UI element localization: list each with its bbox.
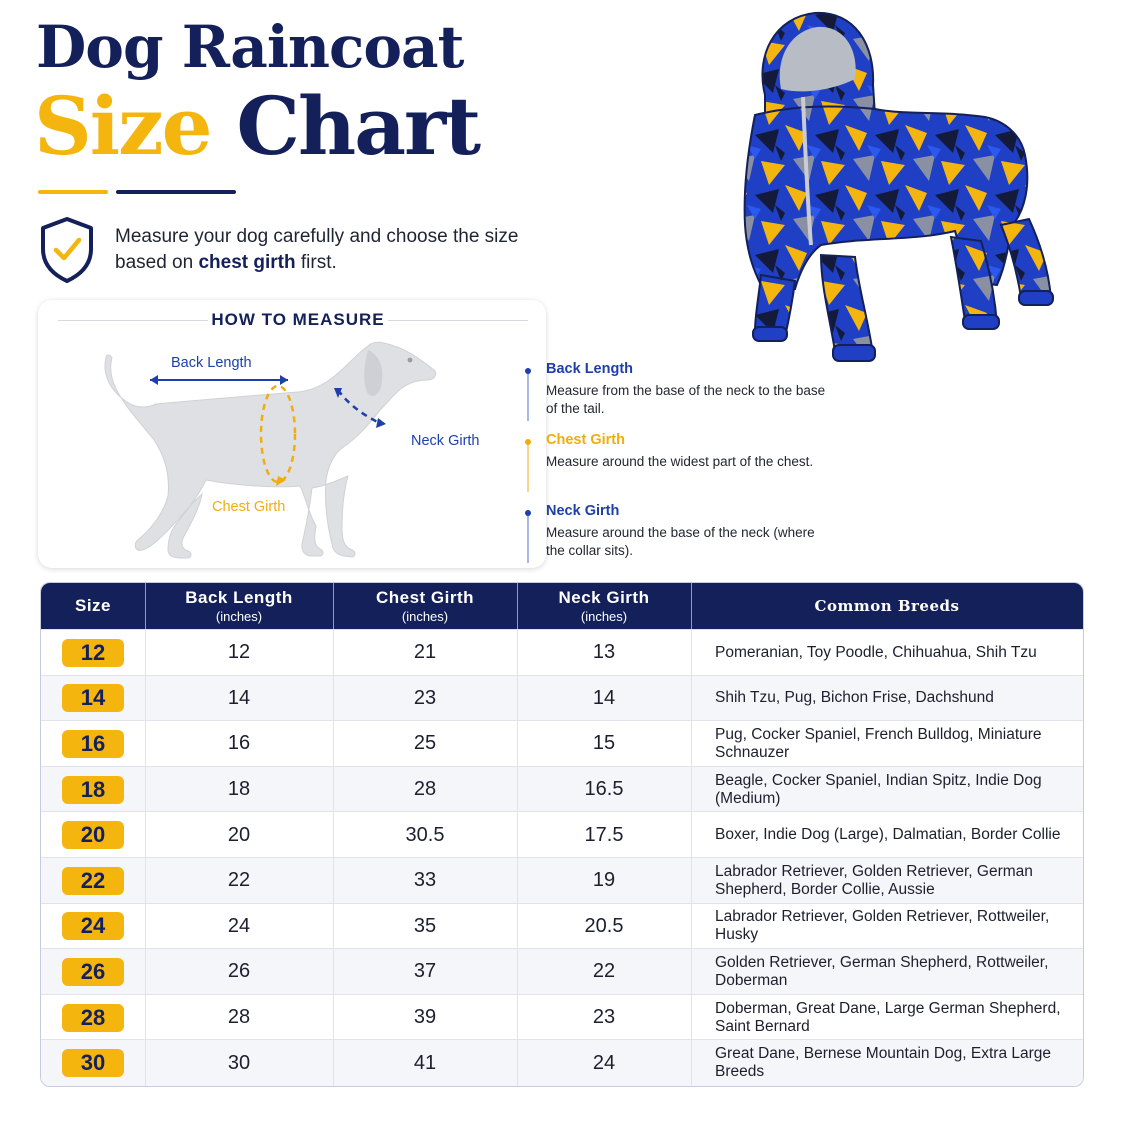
legend-text: Measure around the base of the neck (where the collar sits). (546, 525, 815, 558)
dog-eye (408, 358, 413, 363)
size-badge: 14 (62, 684, 124, 712)
header-label: Size (74, 596, 112, 615)
back-length-label: Back Length (171, 355, 252, 371)
how-to-measure-card (38, 300, 546, 568)
header-back-length (145, 583, 334, 629)
header-chest-girth (333, 583, 518, 629)
table-row (41, 629, 1083, 676)
legend-dot (525, 510, 531, 516)
chest-cell: 35 (333, 904, 518, 950)
header-common-breeds (691, 583, 1083, 629)
header-unit: (inches) (580, 609, 628, 624)
chest-cell: 25 (333, 721, 518, 767)
table-row (41, 1039, 1083, 1086)
chest-cell: 39 (333, 995, 518, 1041)
neck-cell: 23 (517, 995, 692, 1041)
legend-title: Chest Girth (546, 432, 625, 448)
breeds-cell: Shih Tzu, Pug, Bichon Frise, Dachshund (715, 689, 994, 707)
size-cell (41, 812, 146, 858)
size-chart-table (40, 582, 1084, 1087)
size-badge: 26 (62, 958, 124, 986)
neck-cell: 17.5 (517, 812, 692, 858)
size-cell (41, 949, 146, 995)
legend-text: Measure from the base of the neck to the base of the tail. (546, 383, 826, 416)
table-row (41, 994, 1083, 1041)
header-label: Neck Girth (558, 588, 650, 607)
chest-cell: 30.5 (333, 812, 518, 858)
size-badge: 12 (62, 639, 124, 667)
header-label: Back Length (185, 588, 293, 607)
cuff (1019, 291, 1053, 305)
back-cell: 18 (145, 767, 334, 813)
table-row (41, 857, 1083, 904)
breeds-cell: Labrador Retriever, Golden Retriever, Rottweiler, Husky (715, 908, 1050, 944)
neck-cell: 14 (517, 676, 692, 722)
table-row (41, 675, 1083, 722)
size-badge: 24 (62, 912, 124, 940)
chest-cell: 41 (333, 1040, 518, 1086)
legend-bar (527, 444, 529, 492)
chest-cell: 21 (333, 630, 518, 676)
breeds-cell: Golden Retriever, German Shepherd, Rottweiler, Doberman (715, 953, 1049, 989)
header-neck-girth (517, 583, 692, 629)
raincoat-illustration (725, 5, 1065, 365)
size-cell (41, 858, 146, 904)
header-label: Common Breeds (814, 597, 960, 615)
neck-cell: 13 (517, 630, 692, 676)
leg-back-right (1001, 219, 1051, 299)
size-badge: 18 (62, 776, 124, 804)
size-badge: 30 (62, 1049, 124, 1077)
back-cell: 24 (145, 904, 334, 950)
legend-title: Neck Girth (546, 503, 620, 519)
chest-cell: 28 (333, 767, 518, 813)
back-cell: 14 (145, 676, 334, 722)
neck-cell: 20.5 (517, 904, 692, 950)
title-main: Chart (236, 79, 480, 173)
neck-cell: 24 (517, 1040, 692, 1086)
chest-girth-label: Chest Girth (212, 499, 286, 515)
title-accent: Size (34, 79, 211, 173)
size-cell (41, 995, 146, 1041)
arrow-head-left (150, 375, 158, 385)
back-cell: 22 (145, 858, 334, 904)
back-cell: 12 (145, 630, 334, 676)
legend-dot (525, 439, 531, 445)
breeds-cell: Labrador Retriever, Golden Retriever, German Shepherd, Border Collie, Aussie (715, 862, 1033, 898)
neck-girth-label: Neck Girth (411, 433, 480, 449)
table-row (41, 720, 1083, 767)
cuff (753, 327, 787, 341)
size-badge: 16 (62, 730, 124, 758)
breeds-cell: Pomeranian, Toy Poodle, Chihuahua, Shih Tzu (715, 643, 1037, 661)
size-cell (41, 630, 146, 676)
breeds-cell: Pug, Cocker Spaniel, French Bulldog, Miniature Schnauzer (715, 725, 1042, 761)
chest-cell: 33 (333, 858, 518, 904)
legend-text: Measure around the widest part of the chest. (546, 454, 814, 469)
neck-cell: 22 (517, 949, 692, 995)
legend-bar (527, 373, 529, 421)
size-cell (41, 904, 146, 950)
breeds-cell: Doberman, Great Dane, Large German Shepherd, Saint Bernard (715, 999, 1061, 1035)
header-size (41, 583, 146, 629)
note-bold: chest girth (198, 252, 296, 273)
table-row (41, 811, 1083, 858)
table-row (41, 766, 1083, 813)
leg-front-right (821, 255, 873, 355)
size-cell (41, 1040, 146, 1086)
size-badge: 20 (62, 821, 124, 849)
size-cell (41, 676, 146, 722)
neck-arrow-head-2 (376, 418, 386, 428)
breeds-cell: Boxer, Indie Dog (Large), Dalmatian, Border Collie (715, 826, 1061, 844)
arrow-head-right (280, 375, 288, 385)
title-line-2 (34, 79, 480, 173)
back-cell: 30 (145, 1040, 334, 1086)
title-rule-navy (116, 190, 236, 194)
shield-check-icon (38, 216, 96, 284)
header-unit: (inches) (401, 609, 449, 624)
chest-cell: 23 (333, 676, 518, 722)
title-rule-yellow (38, 190, 108, 194)
note-text-end: first. (295, 252, 337, 273)
size-badge: 28 (62, 1004, 124, 1032)
table-row (41, 948, 1083, 995)
cuff (963, 315, 999, 329)
size-cell (41, 721, 146, 767)
how-to-measure-heading: HOW TO MEASURE (211, 310, 385, 329)
legend-title: Back Length (546, 361, 634, 377)
size-cell (41, 767, 146, 813)
chest-cell: 37 (333, 949, 518, 995)
table-row (41, 903, 1083, 950)
back-cell: 16 (145, 721, 334, 767)
legend-dot (525, 368, 531, 374)
neck-cell: 15 (517, 721, 692, 767)
header-label: Chest Girth (375, 588, 475, 607)
dog-silhouette (105, 342, 436, 558)
cuff (833, 345, 875, 361)
note-text: Measure your dog carefully and choose the size based on (115, 226, 519, 273)
size-badge: 22 (62, 867, 124, 895)
breeds-cell: Beagle, Cocker Spaniel, Indian Spitz, Indie Dog (Medium) (715, 771, 1042, 807)
table-header (41, 583, 1083, 629)
neck-cell: 19 (517, 858, 692, 904)
neck-cell: 16.5 (517, 767, 692, 813)
back-cell: 26 (145, 949, 334, 995)
header-unit: (inches) (215, 609, 263, 624)
legend-bar (527, 515, 529, 563)
title-line-1: Dog Raincoat (36, 13, 464, 81)
measure-note (115, 224, 555, 276)
breeds-cell: Great Dane, Bernese Mountain Dog, Extra Large Breeds (715, 1045, 1052, 1081)
back-cell: 20 (145, 812, 334, 858)
back-cell: 28 (145, 995, 334, 1041)
